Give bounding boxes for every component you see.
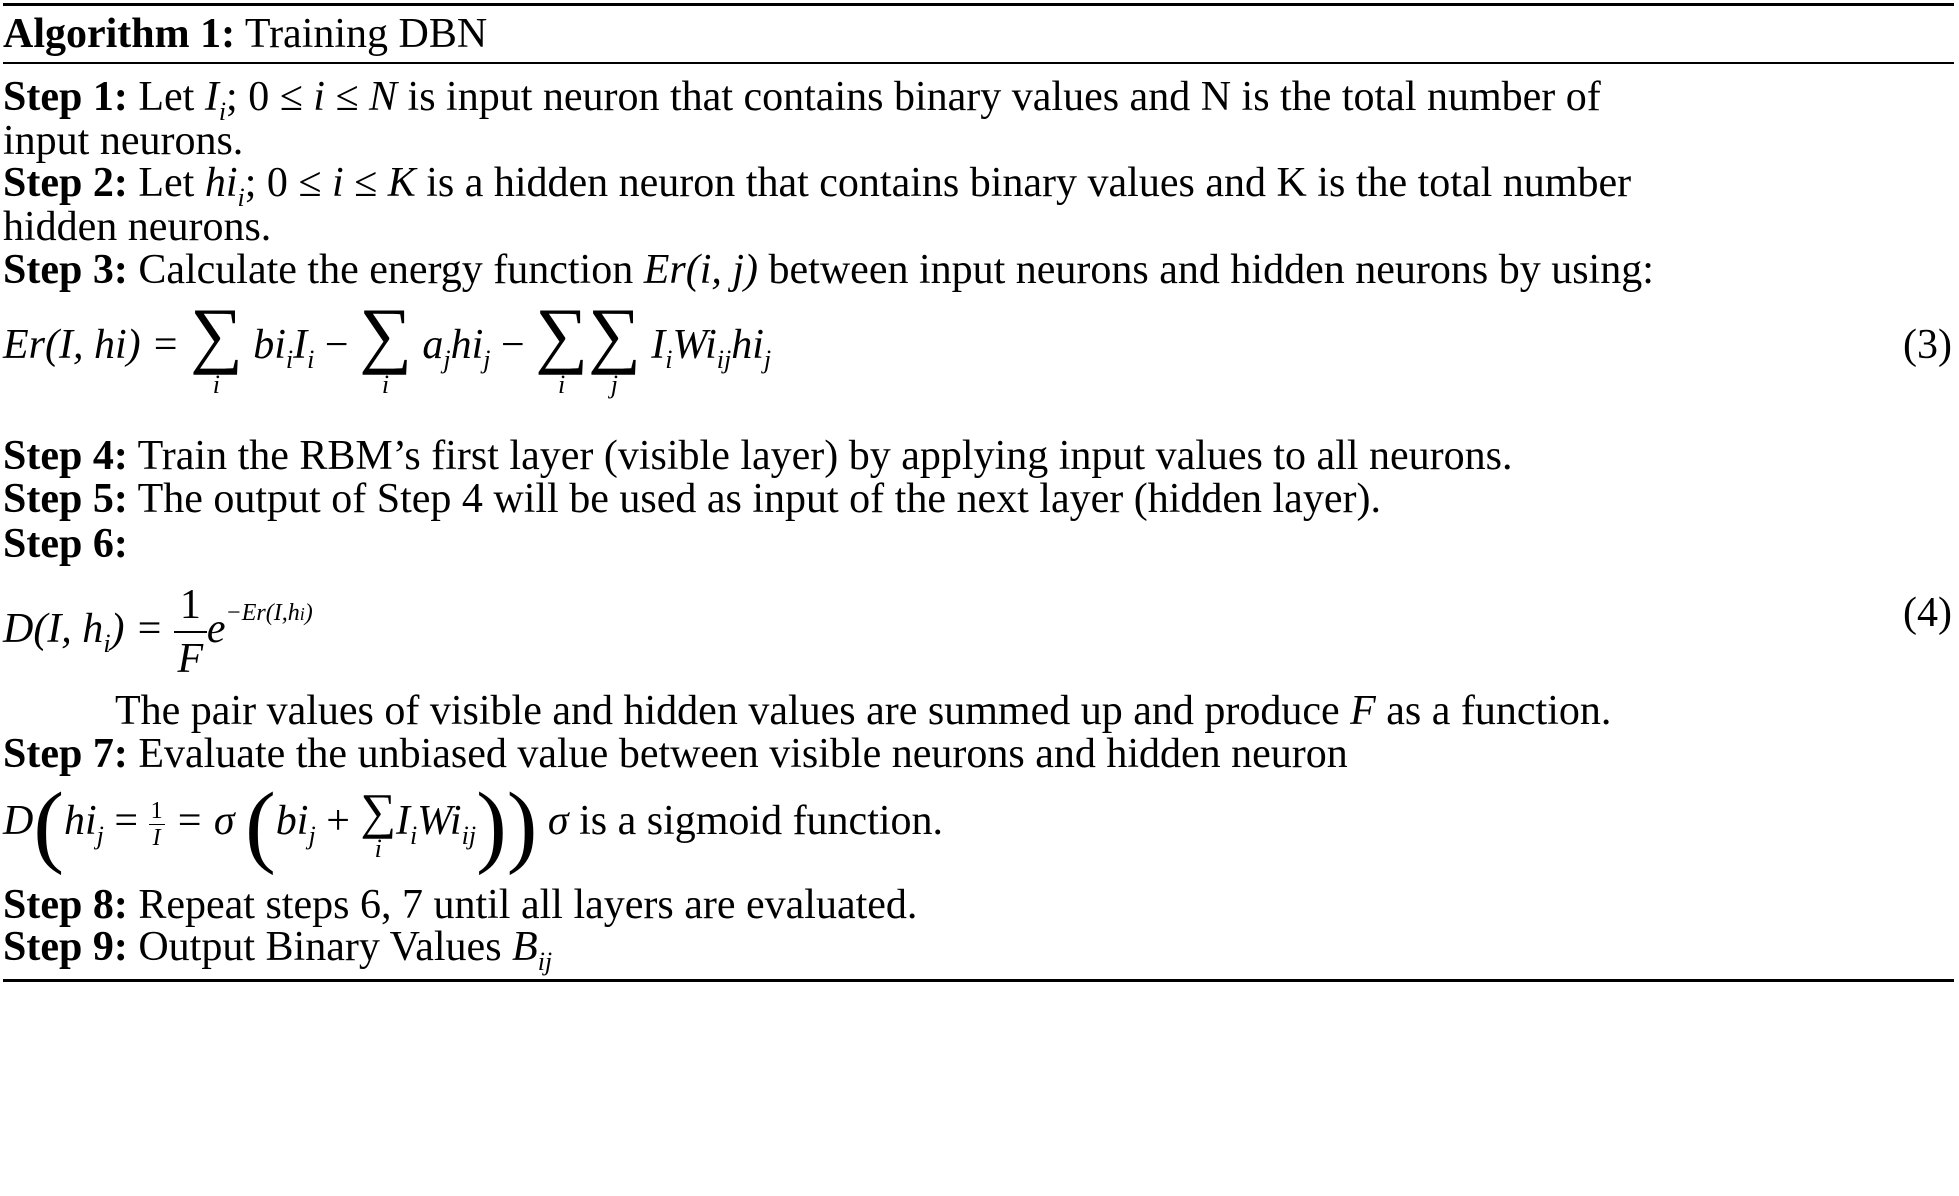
- equation-7: [3, 771, 1954, 876]
- exponent-text: −Er(I,h: [225, 600, 300, 626]
- paren-left: (: [245, 773, 276, 876]
- eq3-term: I: [651, 322, 666, 368]
- algorithm-box: [3, 3, 1954, 976]
- eq3-term: I: [293, 322, 308, 368]
- header-rule: [3, 62, 1954, 64]
- subscript: i: [665, 345, 673, 374]
- step-1-line-2: input neurons.: [3, 118, 244, 164]
- sum-symbol: [535, 294, 588, 400]
- exp-e: e: [206, 606, 226, 652]
- subscript: ij: [461, 821, 477, 850]
- minus: −: [314, 322, 360, 368]
- paren-right: ): [476, 773, 507, 876]
- subscript: i: [237, 183, 245, 212]
- eq7-hi: hi: [63, 798, 97, 844]
- sigma: ∑: [535, 294, 588, 377]
- eq3-term: hi: [450, 322, 484, 368]
- step-1-text: ≤: [324, 74, 370, 120]
- limit: i: [374, 834, 382, 864]
- eq3-term: Wi: [672, 322, 717, 368]
- sigma: ∑: [359, 294, 412, 377]
- equation-4: [3, 563, 1954, 683]
- sum-symbol: [587, 294, 641, 400]
- exponent-text: ): [304, 600, 313, 626]
- step-2-text: Let: [138, 160, 205, 206]
- step-2-line-2: hidden neurons.: [3, 204, 272, 250]
- eq4-lhs: D(I, h: [3, 606, 104, 652]
- eq3-term: bi: [253, 322, 286, 368]
- eq3-term: a: [422, 322, 444, 368]
- step-2-text: ; 0 ≤: [244, 160, 332, 206]
- numerator: 1: [150, 797, 163, 824]
- fn-args: (i, j): [685, 247, 759, 293]
- subscript: j: [763, 345, 772, 374]
- limit: i: [557, 370, 566, 400]
- step-8-label: Step 8:: [3, 882, 128, 928]
- equation-3: [3, 295, 1954, 415]
- var-B: B: [512, 924, 538, 970]
- step-7-tail: is a sigmoid function.: [579, 798, 944, 844]
- sigma: ∑: [189, 294, 243, 377]
- step-2-text: is a hidden neuron that contains binary values and K is the total number: [415, 160, 1632, 206]
- subscript: j: [308, 821, 316, 850]
- step-1-text: ; 0 ≤: [226, 74, 314, 120]
- step-4-label: Step 4:: [3, 433, 128, 479]
- var-F: F: [1350, 688, 1376, 734]
- step-2-text: ≤: [343, 160, 388, 206]
- var-i: i: [331, 160, 344, 206]
- subscript: i: [103, 629, 111, 658]
- subscript: ij: [537, 947, 553, 976]
- sigma-symbol: σ: [547, 798, 569, 844]
- step-1-text: is input neuron that contains binary values and N is the total number of: [397, 74, 1601, 120]
- step-3-text: Calculate the energy function: [138, 247, 644, 293]
- eq4-lhs: ) =: [110, 606, 174, 652]
- var-i: i: [313, 74, 325, 120]
- eq7-bi: bi: [275, 798, 309, 844]
- step-1-label: Step 1:: [3, 74, 128, 120]
- algorithm-label: Algorithm 1:: [3, 11, 236, 57]
- denominator: I: [152, 824, 161, 851]
- step-5-text: The output of Step 4 will be used as input of the next layer (hidden layer).: [137, 476, 1381, 522]
- step-6-note-text: as a function.: [1375, 688, 1612, 734]
- step-4-text: Train the RBM’s first layer (visible layer) by applying input values to all neurons.: [137, 433, 1513, 479]
- var-N: N: [369, 74, 398, 120]
- eq3-lhs: Er(I, hi) =: [3, 322, 190, 368]
- limit: i: [212, 370, 220, 400]
- paren-right: ): [506, 773, 538, 876]
- fn-Er: Er: [643, 247, 686, 293]
- subscript: i: [307, 345, 315, 374]
- exponent: [226, 600, 313, 626]
- algorithm-title: Training DBN: [244, 11, 488, 57]
- var-K: K: [387, 160, 416, 206]
- denominator: F: [177, 636, 204, 683]
- subscript: i: [285, 345, 294, 374]
- plus: +: [315, 798, 361, 844]
- equation-3-number: (3): [1903, 322, 1952, 368]
- sum-symbol: [360, 783, 397, 864]
- step-3-text: between input neurons and hidden neurons by using:: [758, 247, 1654, 293]
- limit: j: [610, 370, 618, 400]
- step-5-label: Step 5:: [3, 476, 128, 522]
- eq3-term: hi: [731, 322, 764, 368]
- equals-sigma: = σ: [164, 798, 246, 844]
- step-6-label: Step 6:: [3, 521, 128, 567]
- step-2-label: Step 2:: [3, 160, 128, 206]
- limit: i: [381, 370, 390, 400]
- step-6-note-text: The pair values of visible and hidden values are summed up and produce: [115, 688, 1351, 734]
- eq7-W: Wi: [417, 798, 462, 844]
- var-I: I: [204, 74, 219, 120]
- bottom-rule: [3, 979, 1954, 982]
- eq7-D: D: [3, 798, 34, 844]
- step-9-text: Output Binary Values: [138, 924, 513, 970]
- subscript: i: [218, 97, 227, 126]
- minus: −: [490, 322, 536, 368]
- subscript: i: [410, 821, 418, 850]
- subscript: j: [96, 821, 104, 850]
- step-7-text: Evaluate the unbiased value between visible neurons and hidden neuron: [138, 731, 1348, 777]
- var-hi: hi: [204, 160, 238, 206]
- algorithm-header: [3, 6, 1954, 62]
- step-9-label: Step 9:: [3, 924, 128, 970]
- step-3-line: [3, 243, 1954, 297]
- small-fraction: [149, 798, 165, 851]
- step-8-text: Repeat steps 6, 7 until all layers are evaluated.: [138, 882, 918, 928]
- step-1-text: Let: [138, 74, 205, 120]
- subscript: j: [483, 345, 491, 374]
- paren-left: (: [33, 773, 64, 876]
- eq7-I: I: [396, 798, 411, 844]
- step-7-label: Step 7:: [3, 731, 128, 777]
- fraction: [174, 579, 207, 685]
- sigma: ∑: [587, 294, 641, 377]
- sigma: ∑: [360, 783, 397, 840]
- equals: =: [103, 798, 149, 844]
- subscript: j: [443, 345, 451, 374]
- step-3-label: Step 3:: [3, 247, 128, 293]
- sum-symbol: [189, 294, 243, 400]
- numerator: 1: [174, 579, 207, 633]
- exponent-sub: i: [299, 604, 305, 624]
- equation-4-number: (4): [1903, 590, 1952, 636]
- sum-symbol: [359, 294, 412, 400]
- subscript: ij: [716, 345, 732, 374]
